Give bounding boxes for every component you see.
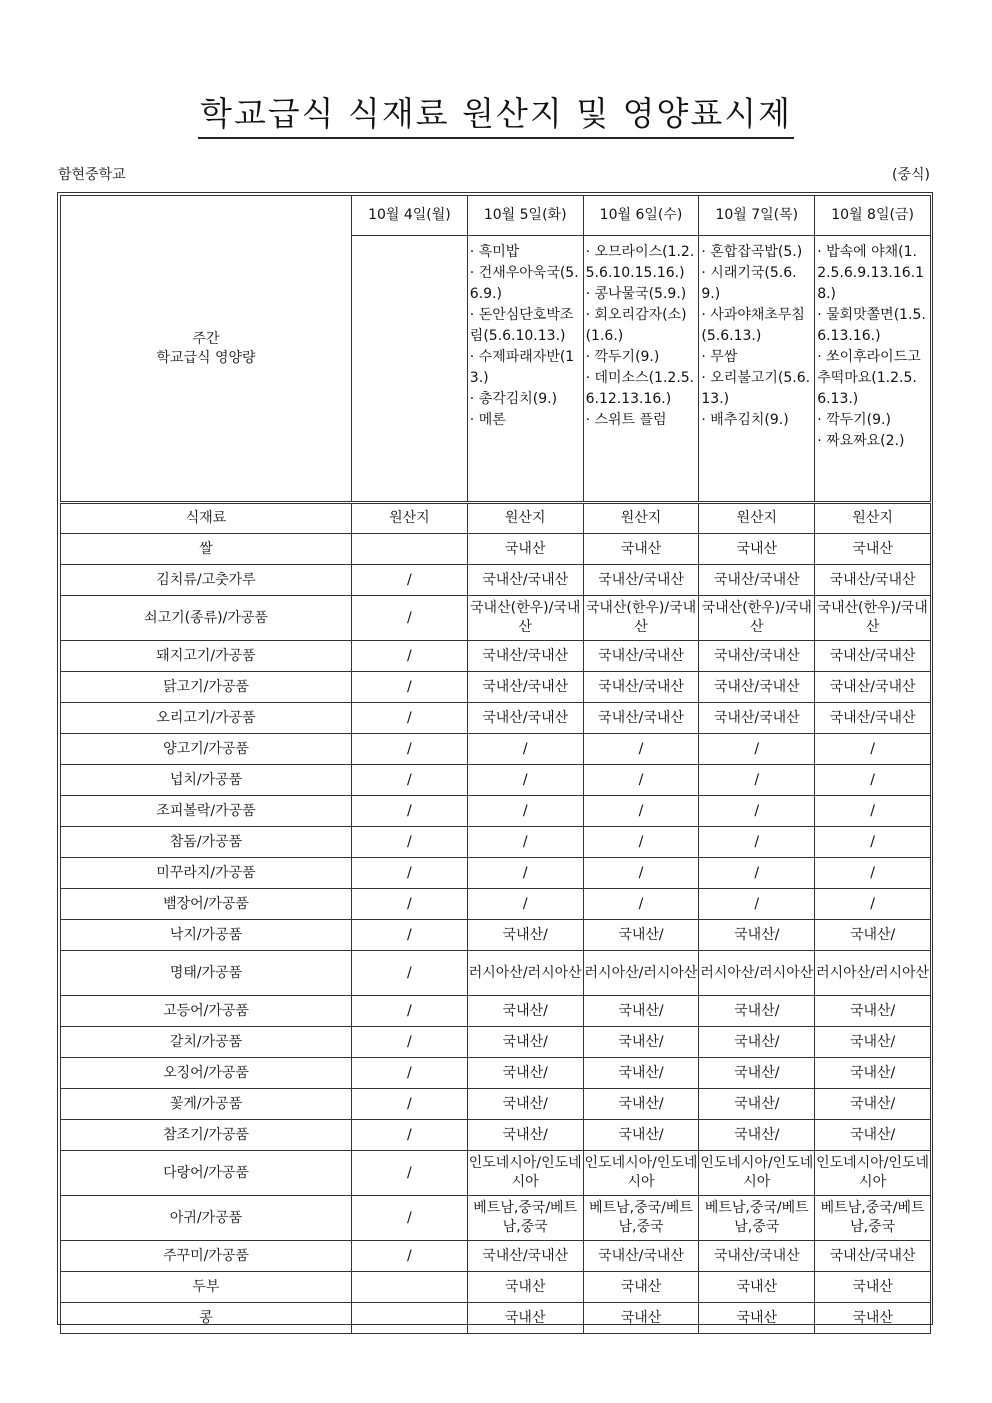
origin-cell: / <box>583 827 699 858</box>
ingredient-row <box>61 920 931 951</box>
ingredient-name: 조피볼락/가공품 <box>61 796 352 827</box>
origin-cell: / <box>699 827 815 858</box>
weekly-label-line2: 학교급식 영양량 <box>156 349 256 366</box>
origin-cell: 베트남,중국/베트남,중국 <box>583 1196 699 1241</box>
origin-cell: 국내산 <box>467 534 583 565</box>
menu-item: · 밥속에 야채(1.2.5.6.9.13.16.18.) <box>817 244 925 302</box>
document-title: 학교급식 식재료 원산지 및 영양표시제 <box>198 88 794 139</box>
origin-cell: 국내산/국내산 <box>699 1241 815 1272</box>
origin-cell: 국내산 <box>699 534 815 565</box>
ingredient-name: 돼지고기/가공품 <box>61 641 352 672</box>
menu-item: · 메론 <box>469 412 506 428</box>
origin-cell: 인도네시아/인도네시아 <box>699 1151 815 1196</box>
origin-cell: 국내산/ <box>815 920 931 951</box>
origin-cell: 국내산/국내산 <box>583 1241 699 1272</box>
origin-cell: 국내산/ <box>583 1027 699 1058</box>
menu-item: · 무쌈 <box>701 349 738 365</box>
origin-cell: 국내산/ <box>815 1027 931 1058</box>
origin-cell: 국내산/ <box>583 920 699 951</box>
origin-cell-mon: / <box>352 1089 468 1120</box>
menu-item: · 시래기국(5.6.9.) <box>701 265 797 302</box>
origin-cell-mon: / <box>352 1027 468 1058</box>
origin-cell-mon: / <box>352 734 468 765</box>
menu-item: · 혼합잡곡밥(5.) <box>701 244 803 260</box>
origin-cell: 국내산/ <box>467 920 583 951</box>
menu-item: · 수제파래자반(13.) <box>469 349 575 386</box>
origin-cell: 국내산/국내산 <box>699 672 815 703</box>
ingredient-row <box>61 765 931 796</box>
ingredient-name: 미꾸라지/가공품 <box>61 858 352 889</box>
origin-cell: / <box>467 889 583 920</box>
origin-cell: 국내산(한우)/국내산 <box>467 596 583 641</box>
origin-cell: 국내산/ <box>699 1027 815 1058</box>
origin-cell: 국내산 <box>699 1272 815 1303</box>
origin-cell: 국내산/ <box>583 1058 699 1089</box>
meal-type: (중식) <box>892 167 930 183</box>
origin-cell-mon: / <box>352 565 468 596</box>
menu-item: · 짜요짜요(2.) <box>817 433 905 449</box>
origin-header-wed: 원산지 <box>583 503 699 534</box>
menu-item: · 회오리감자(소)(1.6.) <box>585 307 687 344</box>
origin-cell: / <box>815 796 931 827</box>
origin-cell-mon: / <box>352 703 468 734</box>
ingredient-name: 김치류/고춧가루 <box>61 565 352 596</box>
origin-cell: 국내산/ <box>699 996 815 1027</box>
ingredient-name: 오리고기/가공품 <box>61 703 352 734</box>
origin-cell: 국내산(한우)/국내산 <box>583 596 699 641</box>
origin-cell-mon <box>352 1303 468 1334</box>
origin-cell: / <box>815 765 931 796</box>
origin-cell: 국내산/국내산 <box>699 641 815 672</box>
origin-cell: 인도네시아/인도네시아 <box>583 1151 699 1196</box>
origin-cell: 국내산/국내산 <box>467 565 583 596</box>
menu-item: · 사과야채초무침(5.6.13.) <box>701 307 805 344</box>
menu-cell-tue <box>467 236 583 503</box>
origin-cell: 국내산 <box>815 1272 931 1303</box>
menu-item: · 배추김치(9.) <box>701 412 789 428</box>
ingredient-name: 낙지/가공품 <box>61 920 352 951</box>
origin-cell: / <box>583 858 699 889</box>
origin-cell: 인도네시아/인도네시아 <box>815 1151 931 1196</box>
ingredient-name: 양고기/가공품 <box>61 734 352 765</box>
origin-cell: 러시아산/러시아산 <box>467 951 583 996</box>
origin-cell-mon: / <box>352 672 468 703</box>
origin-header-thu: 원산지 <box>699 503 815 534</box>
origin-cell: 국내산/국내산 <box>815 641 931 672</box>
origin-cell: 국내산(한우)/국내산 <box>699 596 815 641</box>
origin-cell-mon: / <box>352 641 468 672</box>
origin-cell: 러시아산/러시아산 <box>583 951 699 996</box>
origin-cell: 국내산/ <box>699 1089 815 1120</box>
origin-cell: / <box>815 889 931 920</box>
ingredient-row <box>61 1303 931 1334</box>
origin-cell: 국내산/국내산 <box>583 565 699 596</box>
origin-cell: 인도네시아/인도네시아 <box>467 1151 583 1196</box>
day-header-row <box>61 196 931 236</box>
ingredient-row <box>61 827 931 858</box>
origin-cell: / <box>467 827 583 858</box>
menu-item: · 총각김치(9.) <box>469 391 558 407</box>
origin-cell: 국내산 <box>467 1303 583 1334</box>
ingredient-name: 아귀/가공품 <box>61 1196 352 1241</box>
origin-cell-mon: / <box>352 996 468 1027</box>
ingredient-name: 갈치/가공품 <box>61 1027 352 1058</box>
origin-cell: 국내산/ <box>699 1120 815 1151</box>
ingredient-name: 오징어/가공품 <box>61 1058 352 1089</box>
ingredient-row <box>61 596 931 641</box>
origin-header-row <box>61 503 931 534</box>
origin-cell: 베트남,중국/베트남,중국 <box>467 1196 583 1241</box>
origin-cell: / <box>699 796 815 827</box>
origin-cell: 국내산/국내산 <box>467 703 583 734</box>
origin-cell: 국내산/국내산 <box>583 703 699 734</box>
origin-cell: 국내산/ <box>815 1089 931 1120</box>
ingredient-row <box>61 889 931 920</box>
origin-cell: / <box>467 734 583 765</box>
origin-cell: 국내산/국내산 <box>467 1241 583 1272</box>
origin-cell: 국내산/국내산 <box>699 703 815 734</box>
origin-cell: 국내산/국내산 <box>815 565 931 596</box>
origin-cell: / <box>815 734 931 765</box>
ingredient-name: 쌀 <box>61 534 352 565</box>
menu-item: · 스위트 플럼 <box>585 412 667 428</box>
origin-cell: / <box>583 765 699 796</box>
origin-cell: 베트남,중국/베트남,중국 <box>699 1196 815 1241</box>
ingredient-row <box>61 534 931 565</box>
day-header-thu: 10월 7일(목) <box>699 196 815 236</box>
origin-cell: 국내산/국내산 <box>467 641 583 672</box>
document-title-wrap <box>0 88 992 139</box>
menu-item: · 오리불고기(5.6.13.) <box>701 370 811 407</box>
origin-cell: 국내산/ <box>583 996 699 1027</box>
ingredient-row <box>61 1120 931 1151</box>
ingredient-name: 넙치/가공품 <box>61 765 352 796</box>
origin-cell-mon: / <box>352 1151 468 1196</box>
ingredient-row <box>61 1058 931 1089</box>
ingredient-row <box>61 703 931 734</box>
ingredient-row <box>61 996 931 1027</box>
origin-cell: / <box>699 765 815 796</box>
origin-header-fri: 원산지 <box>815 503 931 534</box>
origin-cell: / <box>583 796 699 827</box>
menu-item: · 깍두기(9.) <box>585 349 660 365</box>
origin-cell: / <box>815 827 931 858</box>
origin-cell: 국내산/ <box>815 1120 931 1151</box>
origin-cell: 국내산/국내산 <box>583 672 699 703</box>
origin-cell: / <box>583 734 699 765</box>
origin-cell: / <box>815 858 931 889</box>
origin-cell-mon: / <box>352 858 468 889</box>
ingredient-name: 고등어/가공품 <box>61 996 352 1027</box>
origin-cell: 국내산/ <box>699 920 815 951</box>
origin-cell: 국내산/ <box>467 1058 583 1089</box>
ingredient-row <box>61 1272 931 1303</box>
ingredient-row <box>61 1151 931 1196</box>
origin-cell: / <box>583 889 699 920</box>
day-header-wed: 10월 6일(수) <box>583 196 699 236</box>
ingredient-name: 참조기/가공품 <box>61 1120 352 1151</box>
origin-cell: 국내산/국내산 <box>467 672 583 703</box>
origin-header-mon: 원산지 <box>352 503 468 534</box>
origin-cell: 국내산(한우)/국내산 <box>815 596 931 641</box>
origin-cell: 국내산/ <box>583 1089 699 1120</box>
ingredient-name: 꽃게/가공품 <box>61 1089 352 1120</box>
ingredient-name: 두부 <box>61 1272 352 1303</box>
origin-cell: 국내산 <box>583 534 699 565</box>
ingredient-name: 명태/가공품 <box>61 951 352 996</box>
origin-cell: 국내산/ <box>467 1027 583 1058</box>
day-header-fri: 10월 8일(금) <box>815 196 931 236</box>
menu-cell-wed <box>583 236 699 503</box>
ingredient-row <box>61 672 931 703</box>
ingredient-name: 주꾸미/가공품 <box>61 1241 352 1272</box>
origin-cell: 국내산/국내산 <box>815 672 931 703</box>
origin-cell: 국내산 <box>815 534 931 565</box>
origin-cell: 국내산/ <box>467 996 583 1027</box>
origin-cell: 국내산/ <box>467 1120 583 1151</box>
menu-item: · 깍두기(9.) <box>817 412 891 428</box>
origin-cell: 베트남,중국/베트남,중국 <box>815 1196 931 1241</box>
origin-cell: 국내산 <box>815 1303 931 1334</box>
origin-cell: 러시아산/러시아산 <box>815 951 931 996</box>
ingredient-header: 식재료 <box>61 503 352 534</box>
origin-cell-mon: / <box>352 796 468 827</box>
menu-item: · 오므라이스(1.2.5.6.10.15.16.) <box>585 244 695 281</box>
menu-cell-fri <box>815 236 931 503</box>
ingredient-name: 콩 <box>61 1303 352 1334</box>
origin-cell: 국내산 <box>467 1272 583 1303</box>
origin-cell-mon: / <box>352 920 468 951</box>
origin-cell-mon: / <box>352 1058 468 1089</box>
ingredient-name: 다랑어/가공품 <box>61 1151 352 1196</box>
day-header-tue: 10월 5일(화) <box>467 196 583 236</box>
origin-cell: 국내산/국내산 <box>815 703 931 734</box>
origin-cell: / <box>467 765 583 796</box>
origin-cell: / <box>467 858 583 889</box>
origin-cell-mon: / <box>352 596 468 641</box>
menu-item: · 흑미밥 <box>469 244 520 260</box>
origin-cell-mon: / <box>352 1120 468 1151</box>
origin-cell: / <box>699 889 815 920</box>
ingredient-row <box>61 1027 931 1058</box>
origin-cell-mon: / <box>352 951 468 996</box>
origin-cell: 국내산 <box>699 1303 815 1334</box>
ingredient-row <box>61 1089 931 1120</box>
ingredient-name: 쇠고기(종류)/가공품 <box>61 596 352 641</box>
menu-item: · 콩나물국(5.9.) <box>585 286 687 302</box>
ingredient-row <box>61 1196 931 1241</box>
ingredient-row <box>61 951 931 996</box>
origin-cell: 국내산/ <box>815 996 931 1027</box>
origin-cell-mon: / <box>352 765 468 796</box>
origin-cell: / <box>699 858 815 889</box>
day-header-mon: 10월 4일(월) <box>352 196 468 236</box>
ingredient-row <box>61 565 931 596</box>
school-name: 함현중학교 <box>58 167 126 183</box>
origin-cell: / <box>467 796 583 827</box>
ingredient-row <box>61 641 931 672</box>
origin-cell: 국내산 <box>583 1272 699 1303</box>
ingredient-row <box>61 796 931 827</box>
ingredient-name: 뱀장어/가공품 <box>61 889 352 920</box>
weekly-nutrition-label <box>61 196 352 503</box>
menu-item: · 쏘이후라이드고추떡마요(1.2.5.6.13.) <box>817 349 921 407</box>
ingredient-row <box>61 858 931 889</box>
origin-cell: 국내산/ <box>815 1058 931 1089</box>
origin-cell: 국내산/ <box>699 1058 815 1089</box>
origin-cell: 국내산/ <box>467 1089 583 1120</box>
origin-cell: 국내산/국내산 <box>583 641 699 672</box>
origin-nutrition-table <box>60 195 931 1334</box>
weekly-label-line1: 주간 <box>192 330 220 347</box>
ingredient-name: 닭고기/가공품 <box>61 672 352 703</box>
origin-header-tue: 원산지 <box>467 503 583 534</box>
origin-cell-mon: / <box>352 827 468 858</box>
origin-cell: 러시아산/러시아산 <box>699 951 815 996</box>
origin-cell-mon <box>352 1272 468 1303</box>
origin-cell: 국내산/국내산 <box>815 1241 931 1272</box>
ingredient-name: 참돔/가공품 <box>61 827 352 858</box>
menu-item: · 데미소스(1.2.5.6.12.13.16.) <box>585 370 695 407</box>
menu-cell-thu <box>699 236 815 503</box>
origin-cell: 국내산/국내산 <box>699 565 815 596</box>
menu-item: · 건새우아욱국(5.6.9.) <box>469 265 579 302</box>
ingredient-row <box>61 1241 931 1272</box>
menu-cell-mon <box>352 236 468 503</box>
origin-cell-mon: / <box>352 1241 468 1272</box>
ingredient-row <box>61 734 931 765</box>
origin-cell-mon: / <box>352 1196 468 1241</box>
origin-cell-mon <box>352 534 468 565</box>
origin-cell: 국내산/ <box>583 1120 699 1151</box>
origin-cell: 국내산 <box>583 1303 699 1334</box>
origin-cell-mon: / <box>352 889 468 920</box>
menu-item: · 돈안심단호박조림(5.6.10.13.) <box>469 307 574 344</box>
origin-cell: / <box>699 734 815 765</box>
menu-item: · 물회맛쫄면(1.5.6.13.16.) <box>817 307 926 344</box>
